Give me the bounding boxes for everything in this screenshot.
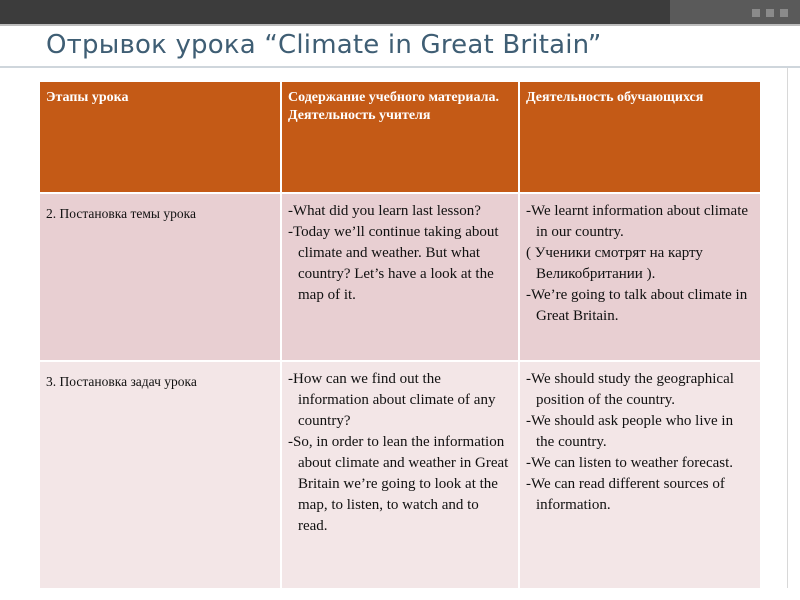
stage-cell: 2. Постановка темы урока [39,193,281,361]
lesson-table [38,80,762,590]
teacher-list [288,201,512,306]
title-underline [0,66,800,68]
list-item: -So, in order to lean the information about climate and weather in Great Britain we’re going to look at the map, to listen, to watch and to read. [288,434,509,534]
stage-cell: 3. Постановка задач урока [39,361,281,589]
list-item: -What did you learn last lesson? [288,203,481,219]
right-border-line [787,68,788,588]
list-item: ( Ученики смотрят на карту Великобритании ). [526,245,703,282]
students-cell [519,193,761,361]
top-bar-square [780,9,788,17]
list-item: -We learnt information about climate in our country. [526,203,749,240]
list-item: -How can we find out the information about climate of any country? [288,371,496,429]
header-students-activity: Деятельность обучающихся [519,81,761,193]
table-header-row [39,81,761,193]
list-item: -We’re going to talk about climate in Great Britain. [526,287,748,324]
table-row [39,193,761,361]
students-list [526,369,754,516]
list-item: -We can listen to weather forecast. [526,455,734,471]
list-item: -We should study the geographical position of the country. [526,371,734,408]
top-bar [0,0,800,24]
students-list [526,201,754,327]
header-teacher-content: Содержание учебного материала. Деятельность учителя [281,81,519,193]
slide-title: Отрывок урока “Climate in Great Britain” [46,30,602,60]
list-item: -We should ask people who live in the country. [526,413,734,450]
students-cell [519,361,761,589]
list-item: -Today we’ll continue taking about climate and weather. But what country? Let’s have a look at the map of it. [288,224,499,303]
teacher-cell [281,361,519,589]
top-bar-divider [0,24,800,26]
teacher-list [288,369,512,537]
header-stages: Этапы урока [39,81,281,193]
list-item: -We can read different sources of information. [526,476,725,513]
top-bar-square [752,9,760,17]
top-bar-square [766,9,774,17]
teacher-cell [281,193,519,361]
table-row [39,361,761,589]
